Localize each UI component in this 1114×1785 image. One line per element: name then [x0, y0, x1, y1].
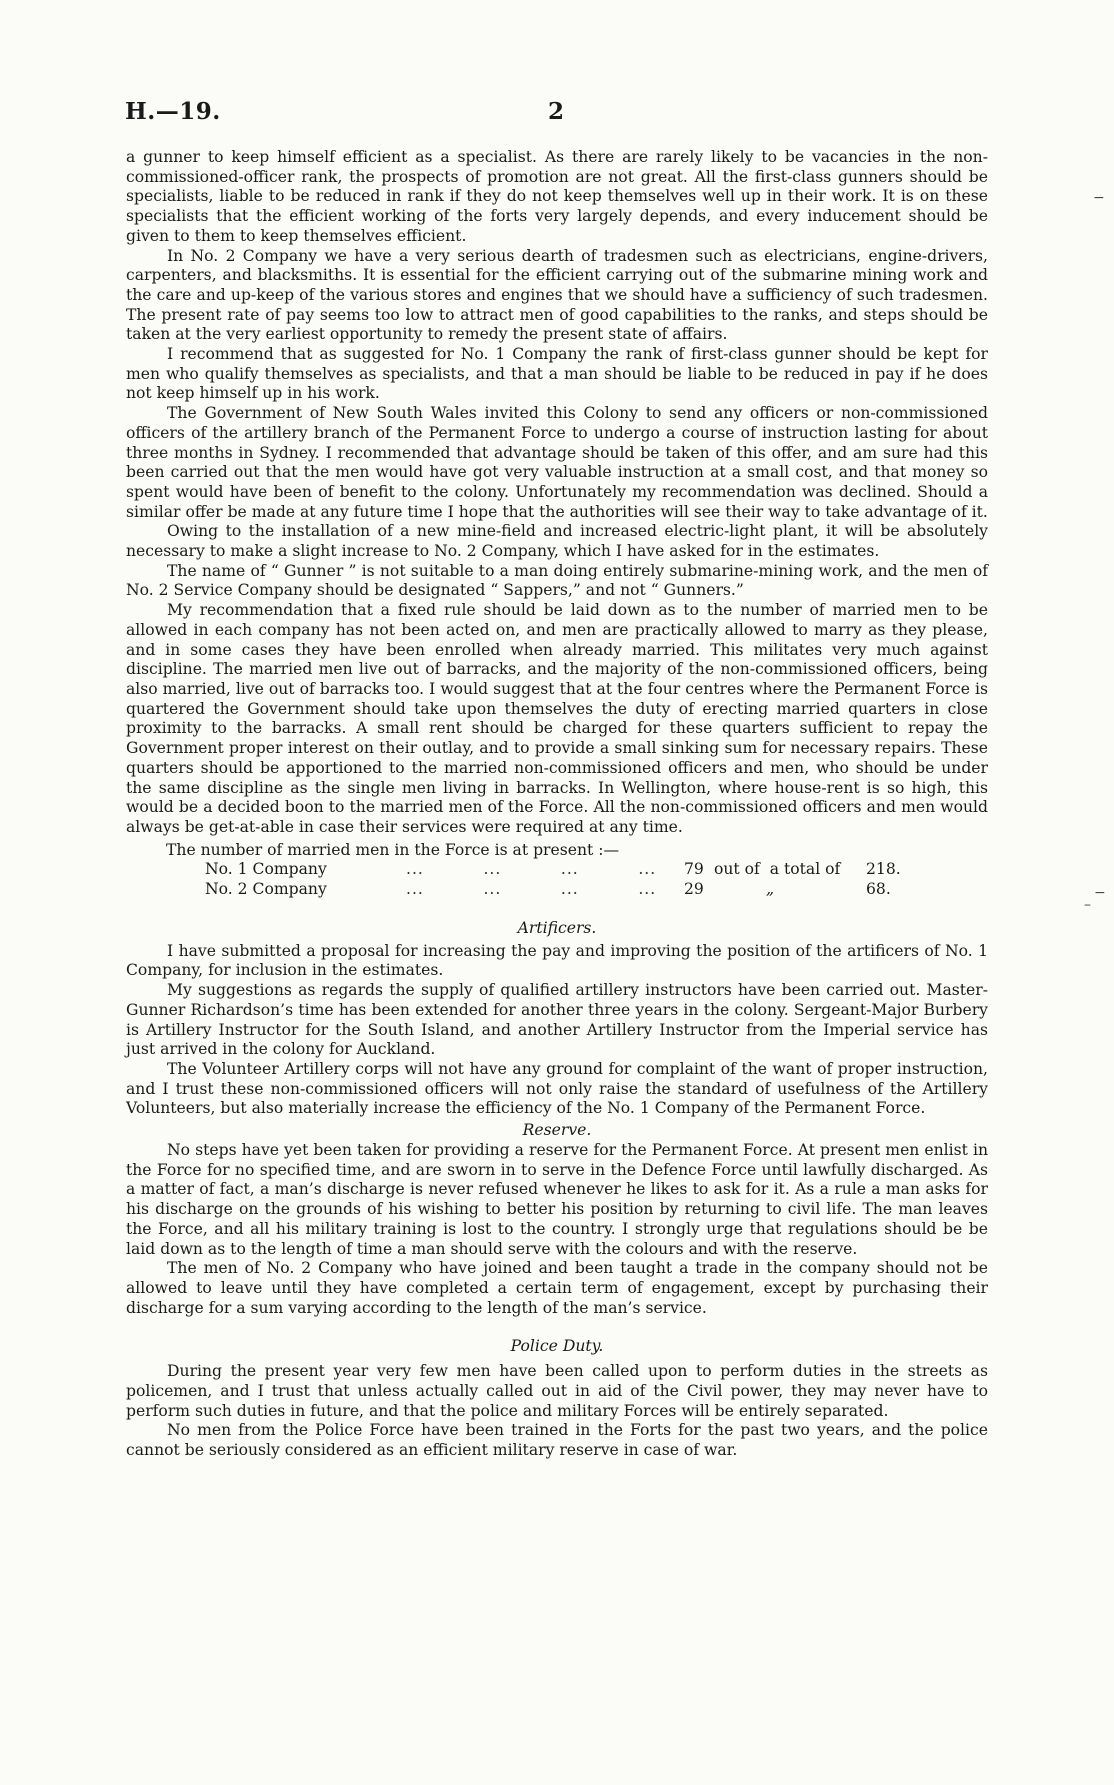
paragraph-volunteer-artillery: The Volunteer Artillery corps will not have any ground for complaint of the want of proper instruction, and I trust these non-commissioned officers will not only raise the standard of usefulness of the Artillery Volunteers, but also materially increase the efficiency of the No. 1 Company of the Permanent Force. — [126, 1059, 988, 1118]
married-count: 29 — [684, 880, 704, 898]
paragraph-no2-company-engagement: The men of No. 2 Company who have joined and been taught a trade in the company should not be allowed to leave until they have completed a certain term of engagement, except by purchasing their discharge for a sum varying according to the length of the man’s service. — [126, 1259, 988, 1317]
document-body — [126, 148, 988, 1461]
margin-mark: − — [1094, 885, 1106, 901]
company-label: No. 1 Company — [205, 860, 327, 879]
paragraph-reserve: No steps have yet been taken for providing a reserve for the Permanent Force. At present men enlist in the Force for no specified time, and are sworn in to serve in the Defence Force until lawfully discharged. As a matter of fact, a man’s discharge is never refused whenever he likes to ask for it. As a rule a man asks for his discharge on the grounds of his wishing to better his position by returning to civil life. The man leaves the Force, and all his military training is lost to the country. I strongly urge that regulations should be be laid down as to the length of time a man should serve with the colours and with the reserve. — [126, 1141, 988, 1258]
paragraph-police-training: No men from the Police Force have been trained in the Forts for the past two years, and the police cannot be seriously considered as an efficient military reserve in case of war. — [126, 1421, 988, 1460]
married-row-company-2 — [126, 880, 988, 900]
married-row-company-1 — [126, 860, 988, 880]
company-total: 218. — [866, 860, 901, 879]
paragraph-police-duties: During the present year very few men have been called upon to perform duties in the streets as policemen, and I trust that unless actually called out in aid of the Civil power, they may never have to perform such duties in future, and that the police and military Forces will be entirely separated. — [126, 1362, 988, 1420]
ditto-mark: „ — [766, 880, 775, 898]
paragraph-mine-field: Owing to the installation of a new mine-field and increased electric-light plant, it will be absolutely necessary to make a slight increase to No. 2 Company, which I have asked for in the estimates. — [126, 522, 988, 561]
leader-dots: ... ... ... ... — [406, 860, 657, 879]
married-count: 79 — [684, 860, 704, 879]
paragraph-nsw-course: The Government of New South Wales invited this Colony to send any officers or non-commissioned officers of the artillery branch of the Permanent Force to undergo a course of instruction lasting for about three months in Sydney. I recommended that advantage should be taken of this offer, and am sure had this been carried out that the men would have got very valuable instruction at a small cost, and that money so spent would have been of benefit to the colony. Unfortunately my recommendation was declined. Should a similar offer be made at any future time I hope that the authorities will see their way to take advantage of it. — [126, 404, 988, 521]
married-table-intro: The number of married men in the Force is at present :— — [166, 840, 620, 859]
section-heading-artificers: Artificers. — [517, 918, 597, 937]
document-code: H.—19. — [125, 98, 221, 125]
company-label: No. 2 Company — [205, 880, 327, 898]
paragraph-first-class-gunner: I recommend that as suggested for No. 1 Company the rank of first-class gunner should be kept for men who qualify themselves as specialists, and that a man should be liable to be reduced in pay if he does not keep himself up in his work. — [126, 345, 988, 403]
paragraph-sappers: The name of “ Gunner ” is not suitable to a man doing entirely submarine-mining work, and the men of No. 2 Service Company should be designated “ Sappers,” and not “ Gunners.” — [126, 561, 988, 600]
paragraph-married-men: My recommendation that a fixed rule should be laid down as to the number of married men to be allowed in each company has not been acted on, and men are practically allowed to marry as they please, and in some cases they have been enrolled when already married. This militates very much against discipline. The married men live out of barracks, and the majority of the non-commissioned officers, being also married, live out of barracks too. I would suggest that at the four centres where the Permanent Force is quartered the Government should take upon themselves the duty of erecting married quarters in close proximity to the barracks. A small rent should be charged for these quarters sufficient to repay the Government proper interest on their outlay, and to provide a small sinking sum for necessary repairs. These quarters should be apportioned to the married non-commissioned officers and men, who should be under the same discipline as the single men living in barracks. In Wellington, where house-rent is so high, this would be a decided boon to the married men of the Force. All the non-commissioned officers and men would always be get-at-able in case their services were required at any time. — [126, 601, 988, 836]
out-of-text: out of a total of — [714, 860, 841, 879]
section-heading-police-duty: Police Duty. — [510, 1337, 604, 1356]
paragraph-artificers-pay: I have submitted a proposal for increasing the pay and improving the position of the artificers of No. 1 Company, for inclusion in the estimates. — [126, 941, 988, 980]
leader-dots: ... ... ... ... — [406, 880, 657, 898]
paragraph-specialists: a gunner to keep himself efficient as a specialist. As there are rarely likely to be vacancies in the non-commissioned-officer rank, the prospects of promotion are not great. All the first-class gunners should be specialists, liable to be reduced in rank if they do not keep themselves well up in their work. It is on these specialists that the efficient working of the forts very largely depends, and every inducement should be given to them to keep themselves efficient. — [126, 148, 988, 245]
section-heading-reserve: Reserve. — [522, 1121, 592, 1140]
company-total: 68. — [866, 880, 891, 898]
margin-mark: – — [1084, 897, 1091, 913]
paragraph-tradesmen: In No. 2 Company we have a very serious dearth of tradesmen such as electricians, engine-drivers, carpenters, and blacksmiths. It is essential for the efficient carrying out of the submarine mining work and the care and up-keep of the various stores and engines that we should have a sufficiency of such tradesmen. The present rate of pay seems too low to attract men of good capabilities to the ranks, and steps should be taken at the very earliest opportunity to remedy the present state of affairs. — [126, 246, 988, 344]
page-number: 2 — [548, 98, 565, 125]
paragraph-instructors: My suggestions as regards the supply of qualified artillery instructors have been carried out. Master-Gunner Richardson’s time has been extended for another three years in the colony. Sergeant-Major Burbery is Artillery Instructor for the South Island, and another Artillery Instructor from the Imperial service has just arrived in the colony for Auckland. — [126, 981, 988, 1059]
married-men-table — [126, 841, 988, 900]
margin-mark: − — [1093, 190, 1105, 206]
